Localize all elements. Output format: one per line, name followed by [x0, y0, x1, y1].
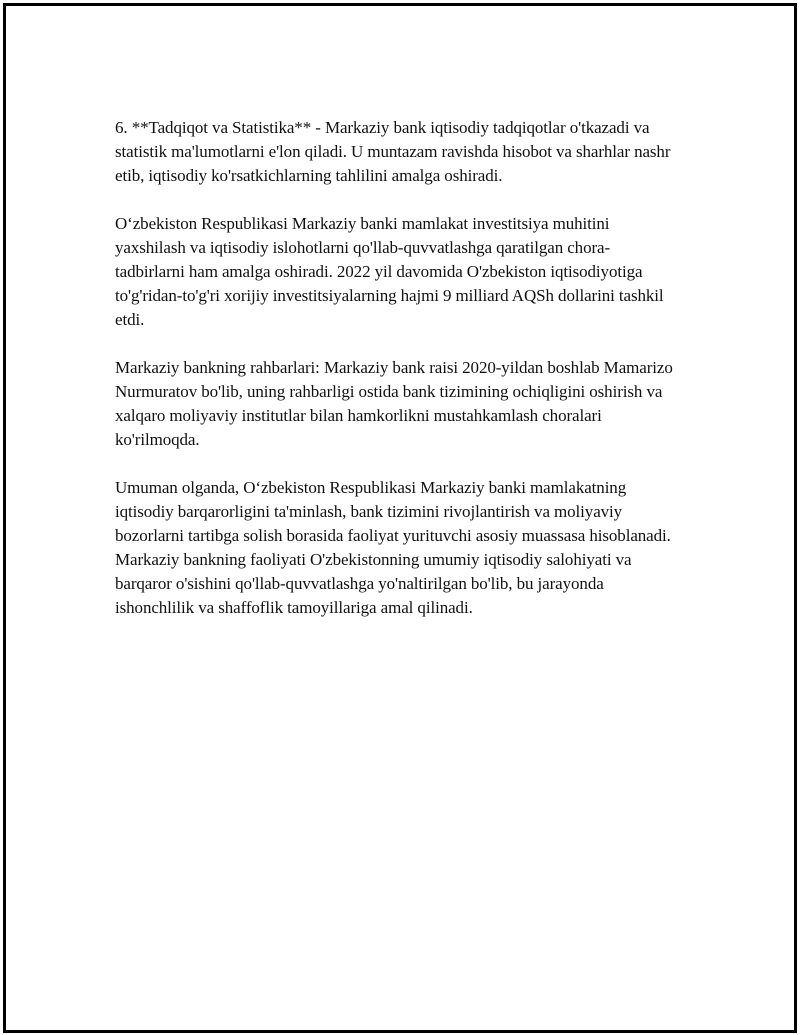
paragraph-conclusion: Umuman olganda, O‘zbekiston Respublikasi Markaziy banki mamlakatning iqtisodiy barqarorligini ta'minlash, bank tizimini rivojlantirish va moliyaviy bozorlarni tartibga solish borasida faoliyat yurituvchi asosiy muassasa hisoblanadi. Markaziy bankning faoliyati O'zbekistonning umumiy iqtisodiy salohiyati va barqaror o'sishini qo'llab-quvvatlashga yo'naltirilgan bo'lib, bu jarayonda ishonchlilik va shaffoflik tamoyillariga amal qilinadi. — [115, 478, 671, 617]
paragraph-bank-leadership: Markaziy bankning rahbarlari: Markaziy bank raisi 2020-yildan boshlab Mamarizo Nurmuratov bo'lib, uning rahbarligi ostida bank tizimining ochiqligini oshirish va xalqaro moliyaviy institutlar bilan hamkorlikni mustahkamlash choralari ko'rilmoqda. — [115, 358, 673, 449]
document-body — [115, 116, 675, 644]
paragraph-investment-climate: O‘zbekiston Respublikasi Markaziy banki mamlakat investitsiya muhitini yaxshilash va iqtisodiy islohotlarni qo'llab-quvvatlashga qaratilgan chora-tadbirlarni ham amalga oshiradi. 2022 yil davomida O'zbekiston iqtisodiyotiga to'g'ridan-to'g'ri xorijiy investitsiyalarning hajmi 9 milliard AQSh dollarini tashkil etdi. — [115, 214, 664, 329]
paragraph-research-statistics: 6. **Tadqiqot va Statistika** - Markaziy bank iqtisodiy tadqiqotlar o'tkazadi va statistik ma'lumotlarni e'lon qiladi. U muntazam ravishda hisobot va sharhlar nashr etib, iqtisodiy ko'rsatkichlarning tahlilini amalga oshiradi. — [115, 118, 671, 185]
